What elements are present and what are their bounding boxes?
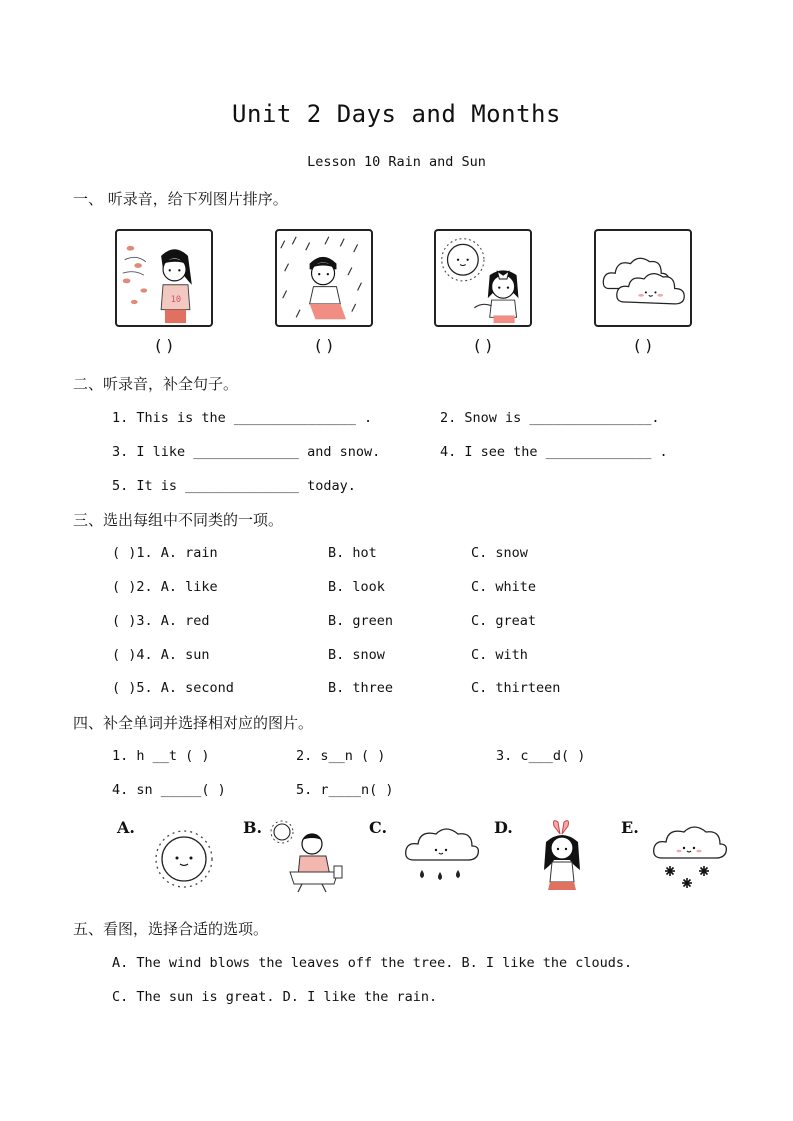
odd-one-option-b-4: B. snow	[328, 647, 385, 663]
option-label-a: A.	[117, 818, 135, 837]
odd-one-option-c-1: C. snow	[471, 545, 528, 561]
clouds-picture	[594, 229, 692, 327]
odd-one-option-c-5: C. thirteen	[471, 680, 561, 696]
option-label-d: D.	[494, 818, 513, 837]
hot-girl-picture	[268, 820, 348, 894]
fill-sentence-4[interactable]: 4. I see the _____________ .	[440, 444, 668, 460]
odd-one-option-c-2: C. white	[471, 579, 537, 595]
odd-one-option-b-5: B. three	[328, 680, 394, 696]
word-blank-3[interactable]: 3. c___d( )	[496, 748, 586, 764]
answer-parens-3[interactable]: ( )	[474, 336, 492, 355]
choice-line-1: A. The wind blows the leaves off the tree. B. I like the clouds.	[112, 955, 633, 971]
section-5-heading: 五、看图，选择合适的选项。	[73, 920, 269, 938]
bunny-girl-picture	[522, 820, 602, 894]
odd-one-option-b-3: B. green	[328, 613, 394, 629]
odd-one-question-3[interactable]: ( )3. A. red	[112, 613, 210, 629]
section-4-heading: 四、补全单词并选择相对应的图片。	[73, 714, 314, 732]
sun-face-picture	[144, 822, 224, 896]
fill-sentence-5[interactable]: 5. It is ______________ today.	[112, 478, 356, 494]
odd-one-question-5[interactable]: ( )5. A. second	[112, 680, 234, 696]
svg-text:10: 10	[170, 294, 182, 305]
odd-one-option-b-1: B. hot	[328, 545, 377, 561]
sun-girl-picture	[434, 229, 532, 327]
page-title: Unit 2 Days and Months	[232, 100, 561, 128]
odd-one-option-c-3: C. great	[471, 613, 537, 629]
option-label-e: E.	[621, 818, 639, 837]
wind-girl-picture	[115, 229, 213, 327]
fill-sentence-1[interactable]: 1. This is the _______________ .	[112, 410, 373, 426]
snow-cloud-picture	[648, 818, 728, 892]
answer-parens-1[interactable]: ( )	[155, 336, 173, 355]
answer-parens-4[interactable]: ( )	[634, 336, 652, 355]
section-2-heading: 二、听录音，补全句子。	[73, 375, 239, 393]
lesson-subtitle: Lesson 10 Rain and Sun	[307, 154, 486, 170]
word-blank-5[interactable]: 5. r____n( )	[296, 782, 394, 798]
answer-parens-2[interactable]: ( )	[315, 336, 333, 355]
rain-boy-picture	[275, 229, 373, 327]
odd-one-option-c-4: C. with	[471, 647, 528, 663]
odd-one-option-b-2: B. look	[328, 579, 385, 595]
odd-one-question-1[interactable]: ( )1. A. rain	[112, 545, 218, 561]
fill-sentence-2[interactable]: 2. Snow is _______________.	[440, 410, 660, 426]
option-label-b: B.	[243, 818, 263, 837]
section-3-heading: 三、选出每组中不同类的一项。	[73, 511, 284, 529]
choice-line-2: C. The sun is great. D. I like the rain.	[112, 989, 438, 1005]
odd-one-question-4[interactable]: ( )4. A. sun	[112, 647, 210, 663]
section-1-heading: 一、 听录音，给下列图片排序。	[73, 190, 288, 208]
rain-cloud-picture	[400, 820, 480, 894]
fill-sentence-3[interactable]: 3. I like _____________ and snow.	[112, 444, 381, 460]
word-blank-1[interactable]: 1. h __t ( )	[112, 748, 210, 764]
word-blank-2[interactable]: 2. s__n ( )	[296, 748, 386, 764]
option-label-c: C.	[369, 818, 388, 837]
word-blank-4[interactable]: 4. sn _____( )	[112, 782, 226, 798]
odd-one-question-2[interactable]: ( )2. A. like	[112, 579, 218, 595]
